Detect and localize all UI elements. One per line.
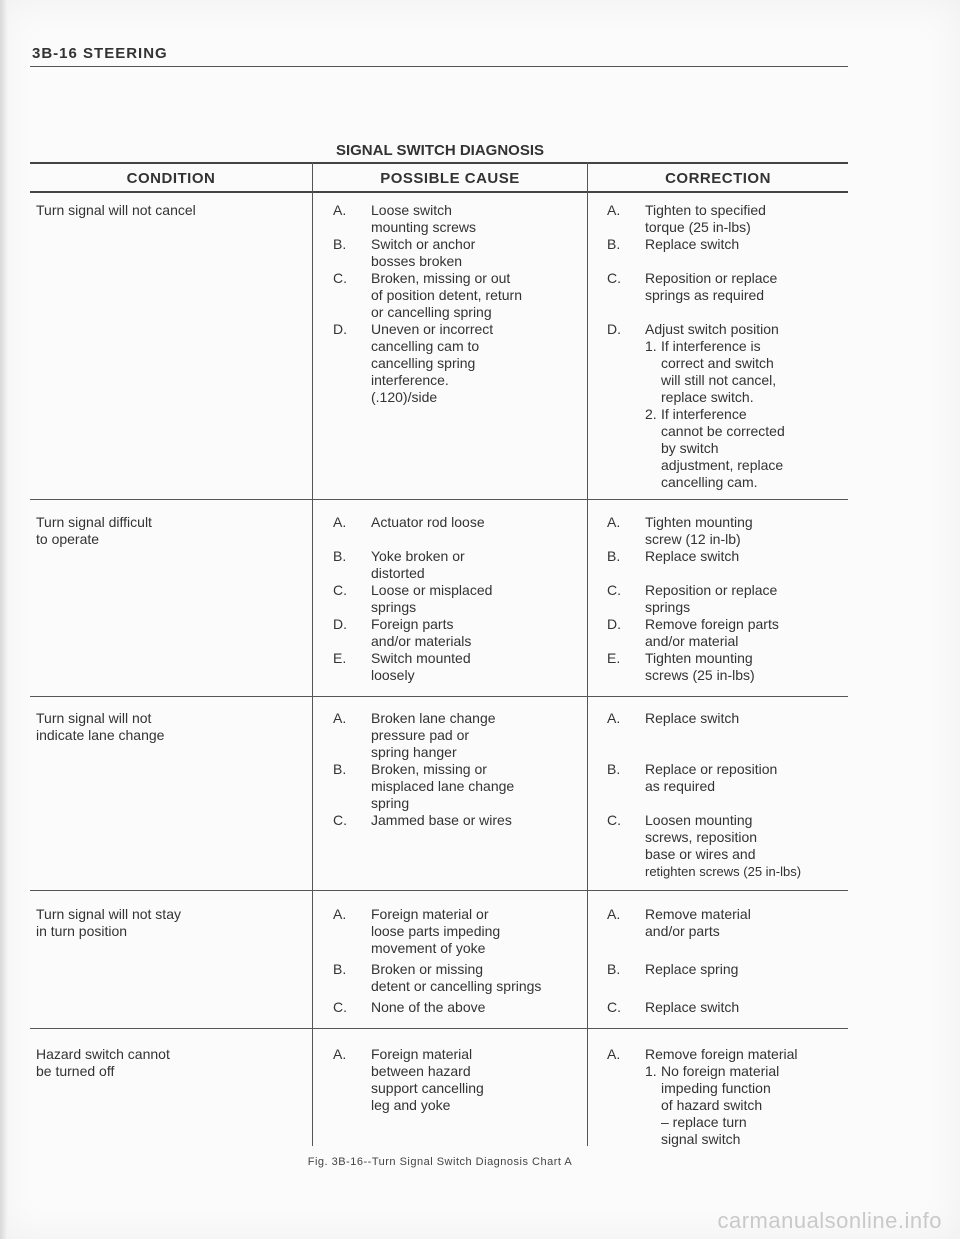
correction-cell [607,906,845,1016]
item-letter: A. [607,710,621,726]
condition-text: be turned off [36,1063,115,1079]
cause-item [333,270,583,321]
item-letter: B. [607,961,621,977]
item-letter: B. [333,548,347,564]
item-line: by switch [661,440,719,456]
table-header-rule [30,191,848,193]
correction-item [607,548,845,565]
item-letter: D. [607,321,621,337]
item-line: as required [645,778,716,794]
correction-item [607,321,845,491]
item-line: and/or material [645,633,739,649]
sub-item [645,1063,845,1148]
item-line: and/or materials [371,633,472,649]
item-line: movement of yoke [371,940,486,956]
item-line: cancelling cam to [371,338,480,354]
cause-item [333,202,583,236]
item-letter: B. [333,236,347,252]
item-line: Tighten mounting [645,650,753,666]
sub-item-number: 1. [645,338,657,354]
cause-item [333,812,583,829]
cause-item [333,514,583,531]
item-line: correct and switch [661,355,774,371]
condition-cell [36,202,306,219]
cause-item [333,1046,583,1114]
item-line: screw (12 in-lb) [645,531,741,547]
figure-caption: Fig. 3B-16--Turn Signal Switch Diagnosis Chart A [307,1156,573,1168]
item-line: Adjust switch position [645,321,779,337]
correction-cell [607,514,845,684]
section-header: 3B-16 STEERING [32,45,168,62]
item-line: between hazard [371,1063,471,1079]
correction-cell [607,710,845,880]
item-line: screws (25 in-lbs) [645,667,755,683]
item-line: Loosen mounting [645,812,753,828]
item-line: of hazard switch [661,1097,763,1113]
cause-item [333,236,583,270]
cause-item [333,906,583,957]
condition-cell [36,906,306,940]
item-line: If interference [661,406,747,422]
item-line: interference. [371,372,449,388]
item-letter: E. [607,650,621,666]
item-line: Jammed base or wires [371,812,512,828]
condition-cell [36,710,306,744]
cause-item [333,321,583,406]
item-line: signal switch [661,1131,741,1147]
cause-item [333,999,583,1016]
item-line: Switch mounted [371,650,471,666]
condition-text: indicate lane change [36,727,165,743]
correction-item [607,202,845,236]
item-line: Replace switch [645,999,740,1015]
column-header-condition: CONDITION [126,170,216,187]
correction-item [607,1046,845,1148]
item-line: loosely [371,667,415,683]
page-binding-shadow [0,0,8,1239]
item-letter: D. [607,616,621,632]
item-line: leg and yoke [371,1097,451,1113]
item-letter: C. [333,812,347,828]
item-line: Broken, missing or out [371,270,511,286]
header-rule [30,66,848,67]
item-line: cannot be corrected [661,423,785,439]
item-letter: A. [333,202,347,218]
correction-item [607,710,845,727]
sub-item-number: 1. [645,1063,657,1079]
item-line: support cancelling [371,1080,484,1096]
cause-cell [333,710,583,829]
item-line: Remove foreign material [645,1046,798,1062]
item-letter: B. [607,236,621,252]
cause-cell [333,514,583,684]
item-letter: D. [333,616,347,632]
item-line: pressure pad or [371,727,470,743]
correction-item [607,236,845,253]
row-divider [30,890,848,891]
item-line: Switch or anchor [371,236,476,252]
item-line: Replace or reposition [645,761,778,777]
item-line: distorted [371,565,425,581]
item-line: spring hanger [371,744,457,760]
item-line: retighten screws (25 in-lbs) [645,864,802,879]
item-line: bosses broken [371,253,463,269]
item-letter: C. [333,999,347,1015]
document-title: SIGNAL SWITCH DIAGNOSIS [335,142,545,159]
item-line: Actuator rod loose [371,514,485,530]
item-line: Loose switch [371,202,452,218]
item-line: Replace switch [645,710,740,726]
row-divider [30,1028,848,1029]
item-line: Replace spring [645,961,739,977]
item-letter: A. [607,514,621,530]
item-letter: B. [607,761,621,777]
correction-item [607,906,845,940]
item-line: springs as required [645,287,765,303]
cause-item [333,582,583,616]
item-line: Broken lane change [371,710,496,726]
condition-cell [36,1046,306,1080]
item-line: Broken, missing or [371,761,487,777]
item-line: Foreign parts [371,616,454,632]
item-line: of position detent, return [371,287,522,303]
condition-text: Turn signal will not [36,710,152,726]
item-line: spring [371,795,410,811]
item-line: No foreign material [661,1063,780,1079]
table-top-rule [30,162,848,164]
item-letter: D. [333,321,347,337]
item-letter: A. [333,906,347,922]
row-divider [30,696,848,697]
item-letter: C. [607,582,621,598]
item-line: will still not cancel, [661,372,777,388]
item-letter: A. [333,1046,347,1062]
item-letter: C. [607,999,621,1015]
correction-item [607,812,845,880]
watermark: carmanualsonline.info [717,1208,942,1233]
item-line: Foreign material or [371,906,489,922]
item-letter: C. [607,270,621,286]
item-letter: C. [333,270,347,286]
item-line: or cancelling spring [371,304,492,320]
item-line: springs [371,599,417,615]
item-letter: E. [333,650,347,666]
item-line: Tighten to specified [645,202,766,218]
correction-item [607,270,845,304]
correction-item [607,582,845,616]
item-letter: C. [333,582,347,598]
sub-item [645,338,845,406]
item-line: adjustment, replace [661,457,784,473]
item-line: Yoke broken or [371,548,465,564]
item-line: torque (25 in-lbs) [645,219,751,235]
item-letter: B. [333,761,347,777]
condition-cell [36,514,306,548]
item-line: cancelling cam. [661,474,758,490]
item-line: impeding function [661,1080,771,1096]
item-line: and/or parts [645,923,720,939]
condition-text: Turn signal will not stay [36,906,181,922]
item-letter: A. [607,1046,621,1062]
item-line: Loose or misplaced [371,582,493,598]
cause-cell [333,1046,583,1114]
column-header-cause: POSSIBLE CAUSE [380,170,520,187]
item-line: detent or cancelling springs [371,978,542,994]
item-line: cancelling spring [371,355,476,371]
item-line: replace switch. [661,389,754,405]
cause-item [333,650,583,684]
condition-text: to operate [36,531,100,547]
item-line: loose parts impeding [371,923,501,939]
row-divider [30,499,848,500]
item-line: mounting screws [371,219,477,235]
item-letter: C. [607,812,621,828]
item-line: base or wires and [645,846,756,862]
correction-item [607,999,845,1016]
item-letter: B. [607,548,621,564]
item-line: Replace switch [645,236,740,252]
item-line: (.120)/side [371,389,438,405]
item-line: Reposition or replace [645,582,778,598]
item-letter: B. [333,961,347,977]
condition-text: Turn signal difficult [36,514,152,530]
correction-cell [607,1046,845,1148]
cause-cell [333,202,583,406]
item-line: springs [645,599,691,615]
item-line: – replace turn [661,1114,747,1130]
condition-text: Hazard switch cannot [36,1046,170,1062]
cause-item [333,961,583,995]
correction-item [607,761,845,795]
column-header-correction: CORRECTION [665,170,771,187]
column-divider-2 [587,162,588,1146]
cause-item [333,710,583,761]
cause-item [333,761,583,812]
item-letter: A. [333,710,347,726]
item-line: Replace switch [645,548,740,564]
correction-item [607,650,845,684]
item-line: Tighten mounting [645,514,753,530]
cause-item [333,616,583,650]
cause-item [333,548,583,582]
item-letter: A. [607,202,621,218]
item-line: None of the above [371,999,486,1015]
cause-cell [333,906,583,1016]
column-divider-1 [312,162,313,1146]
correction-item [607,616,845,650]
item-letter: A. [333,514,347,530]
item-line: Broken or missing [371,961,484,977]
correction-item [607,514,845,548]
condition-text: Turn signal will not cancel [36,202,196,218]
item-line: If interference is [661,338,761,354]
correction-item [607,961,845,978]
item-line: misplaced lane change [371,778,515,794]
item-line: Reposition or replace [645,270,778,286]
condition-text: in turn position [36,923,128,939]
correction-cell [607,202,845,491]
item-line: Remove material [645,906,751,922]
item-line: Uneven or incorrect [371,321,494,337]
item-line: Foreign material [371,1046,473,1062]
item-line: screws, reposition [645,829,758,845]
item-line: Remove foreign parts [645,616,779,632]
sub-item [645,406,845,491]
item-letter: A. [607,906,621,922]
sub-item-number: 2. [645,406,657,422]
